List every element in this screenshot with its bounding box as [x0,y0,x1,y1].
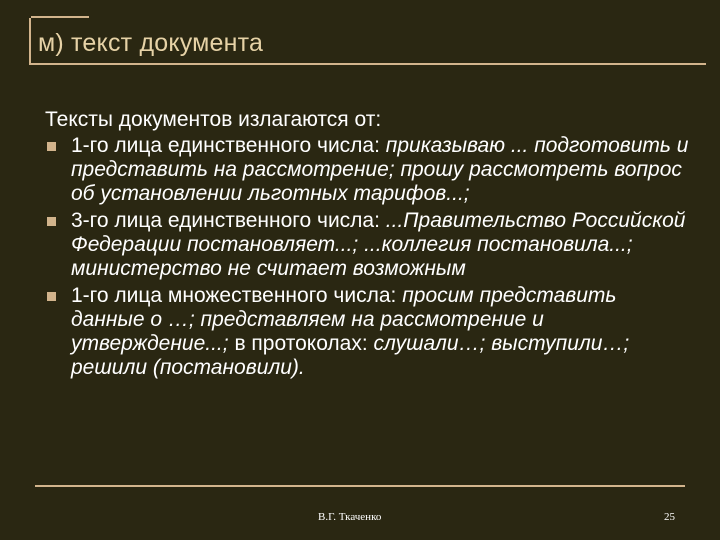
intro-text: Тексты документов излагаются от: [45,108,382,131]
slide-body [45,108,695,383]
square-bullet-icon [47,292,56,301]
item-example: приказываю ... подготовить и представить на рассмотрение; прошу рассмотреть вопрос об установлении льготных тарифов...; [71,134,689,205]
list-item [45,134,695,206]
item-example-protocols: слушали…; выступили…; решили (постановили). [71,332,630,379]
item-lead: 3-го лица единственного числа: [71,209,386,232]
item-lead: 1-го лица множественного числа: [71,284,403,307]
title-frame-top-tick [31,16,89,18]
slide-title: м) текст документа [38,29,264,57]
item-example: ...Правительство Российской Федерации постановляет...; ...коллегия постановила...; министерство не считает возможным [71,209,686,280]
item-lead: 1-го лица единственного числа: [71,134,386,157]
page-number: 25 [664,511,675,523]
square-bullet-icon [47,217,56,226]
list-item [45,209,695,281]
footer-author: В.Г. Ткаченко [318,511,382,523]
bullet-list [45,134,695,380]
list-item [45,284,695,380]
square-bullet-icon [47,142,56,151]
item-example: просим представить данные о …; представляем на рассмотрение и утверждение...; [71,284,617,355]
item-connector: в протоколах: [228,332,374,355]
footer-divider [35,485,685,487]
